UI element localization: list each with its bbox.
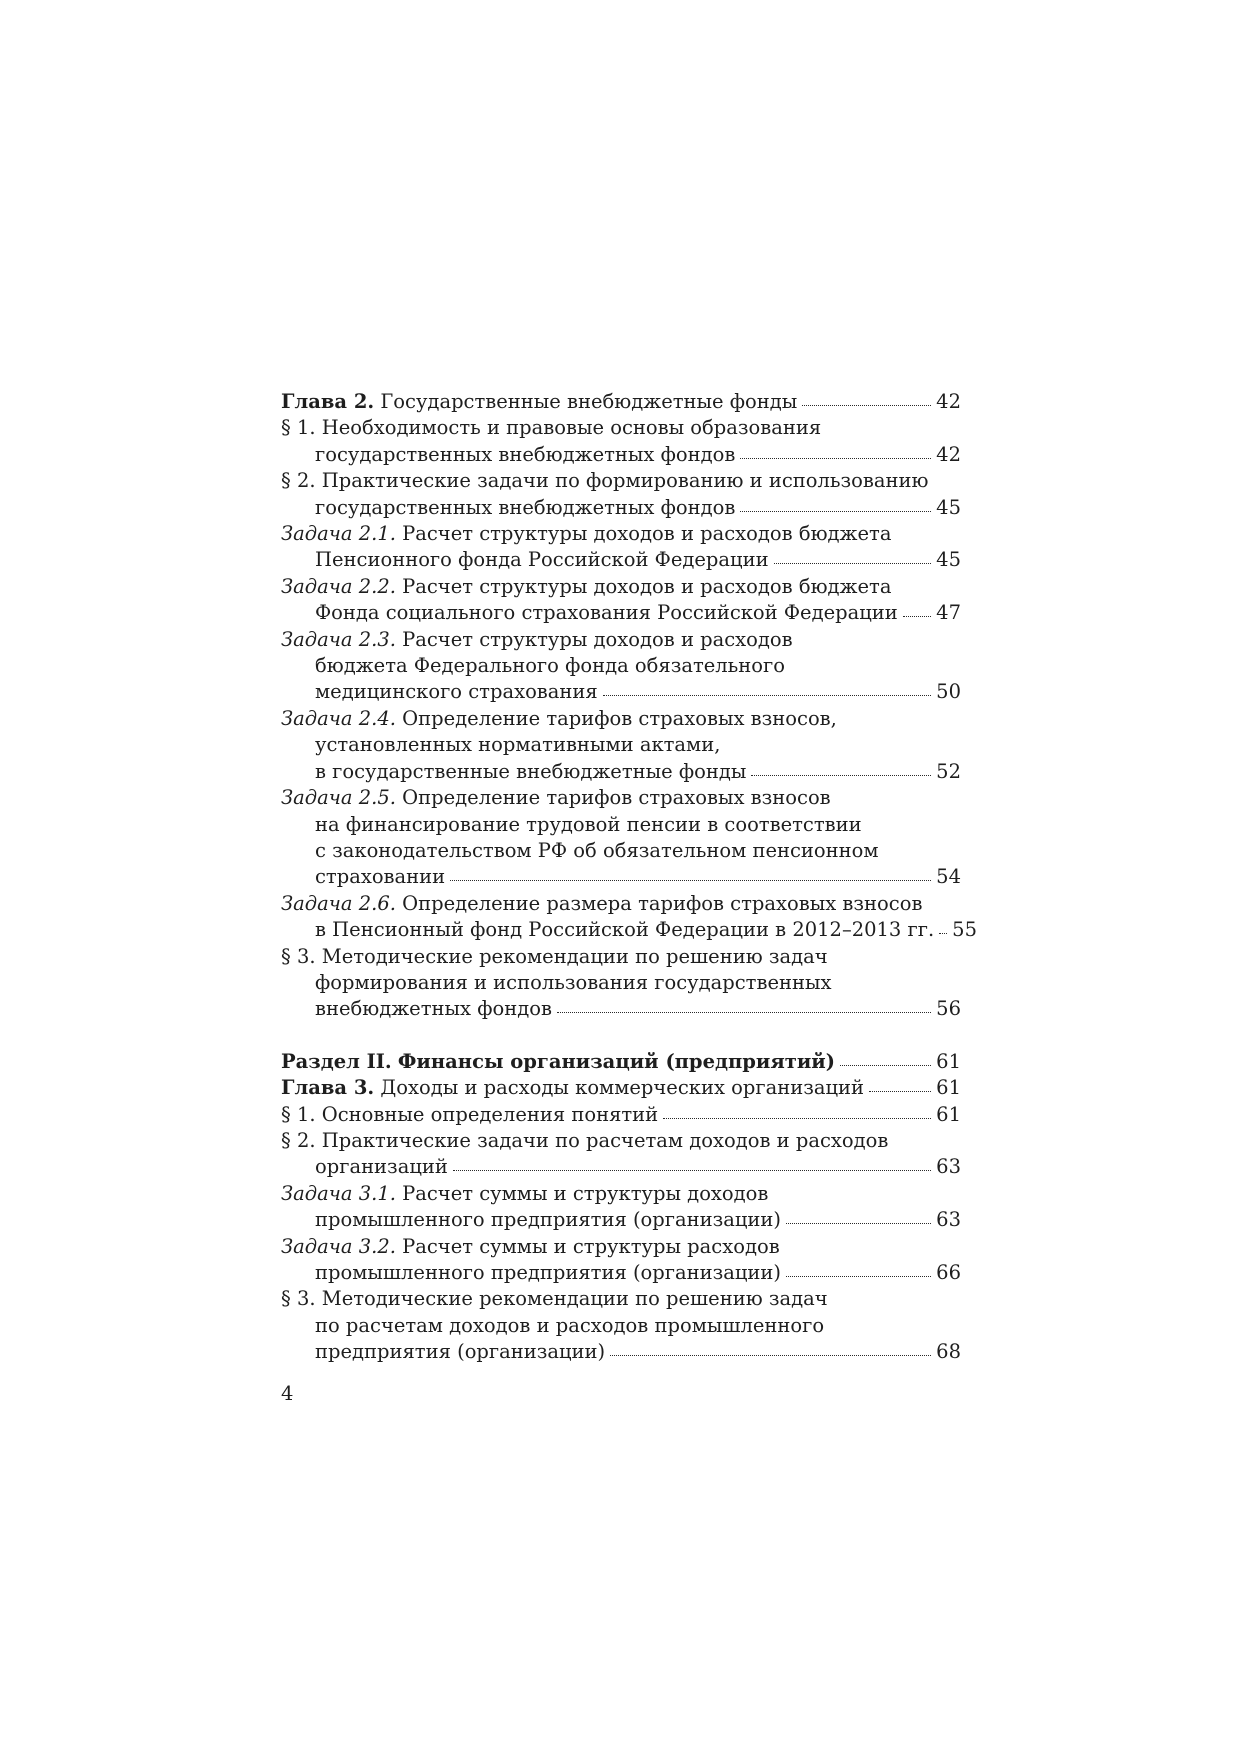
toc-entry-line — [281, 1207, 961, 1233]
toc-entry-line — [281, 1286, 961, 1312]
toc-entry[interactable] — [281, 627, 961, 706]
toc-page-number: 68 — [936, 1340, 961, 1364]
toc-entry-title: Расчет суммы и структуры расходов — [402, 1234, 780, 1258]
toc-entry-line — [281, 970, 961, 996]
toc-entry-title: Пенсионного фонда Российской Федерации — [315, 548, 769, 572]
toc-entry-title: промышленного предприятия (организации) — [315, 1208, 782, 1232]
toc-entry-title: государственных внебюджетных фондов — [315, 495, 736, 519]
toc-page-number: 61 — [936, 1076, 961, 1100]
toc-entry[interactable] — [281, 1181, 961, 1234]
toc-entry-title: § 1. Основные определения понятий — [281, 1102, 659, 1126]
toc-entry-label: Задача 3.1. — [281, 1181, 396, 1205]
toc-entry-line — [281, 785, 961, 811]
toc-entry-title: Финансы организаций (предприятий) — [397, 1049, 835, 1073]
dot-leader — [939, 933, 947, 934]
dot-leader — [663, 1118, 931, 1119]
toc-entry-line — [281, 653, 961, 679]
toc-entry-line — [281, 495, 961, 521]
toc-page-number: 56 — [936, 997, 961, 1021]
section-gap — [281, 1023, 961, 1049]
toc-entry-line — [281, 442, 961, 468]
toc-entry-line — [281, 1102, 961, 1128]
toc-entry-line — [281, 574, 961, 600]
toc-entry[interactable] — [281, 1049, 961, 1075]
toc-entry-title: § 2. Практические задачи по формированию и использованию — [281, 469, 929, 493]
toc-entry-title: страховании — [315, 865, 446, 889]
dot-leader — [450, 880, 931, 881]
dot-leader — [802, 405, 931, 406]
toc-entry-title: § 1. Необходимость и правовые основы образования — [281, 416, 822, 440]
dot-leader — [610, 1355, 931, 1356]
toc-entry-title: § 3. Методические рекомендации по решению задач — [281, 1287, 828, 1311]
toc-entry-label: Задача 2.5. — [281, 786, 396, 810]
toc-entry-title: Расчет структуры доходов и расходов бюджета — [402, 522, 892, 546]
dot-leader — [557, 1012, 931, 1013]
toc-entry[interactable] — [281, 468, 961, 521]
toc-entry-title: в Пенсионный фонд Российской Федерации в 2012–2013 гг. — [315, 918, 935, 942]
toc-entry-label: Задача 2.3. — [281, 627, 396, 651]
toc-entry-title: предприятия (организации) — [315, 1340, 606, 1364]
toc-entry-line — [281, 1154, 961, 1180]
toc-page-number: 45 — [936, 548, 961, 572]
toc-entry-title: с законодательством РФ об обязательном пенсионном — [315, 838, 879, 862]
dot-leader — [453, 1170, 931, 1171]
toc-entry-line — [281, 415, 961, 441]
toc-entry-title: Фонда социального страхования Российской Федерации — [315, 601, 898, 625]
toc-entry-line — [281, 679, 961, 705]
dot-leader — [840, 1065, 931, 1066]
toc-entry-line — [281, 838, 961, 864]
toc-entry-title: § 2. Практические задачи по расчетам доходов и расходов — [281, 1128, 889, 1152]
toc-entry-label: Задача 2.4. — [281, 706, 396, 730]
toc-entry-label: Глава 2. — [281, 390, 375, 413]
toc-entry[interactable] — [281, 1075, 961, 1101]
toc-entry-label: Раздел II. — [281, 1049, 392, 1073]
toc-entry[interactable] — [281, 574, 961, 627]
toc-entry-title: Расчет суммы и структуры доходов — [402, 1181, 769, 1205]
toc-entry[interactable] — [281, 389, 961, 415]
toc-entry-line — [281, 389, 961, 415]
dot-leader — [751, 775, 931, 776]
toc-entry-title: Определение размера тарифов страховых взносов — [402, 891, 923, 915]
toc-entry-line — [281, 1128, 961, 1154]
dot-leader — [869, 1091, 931, 1092]
toc-page-number: 63 — [936, 1208, 961, 1232]
toc-entry-line — [281, 996, 961, 1022]
toc-entry-line — [281, 1234, 961, 1260]
toc-entry[interactable] — [281, 944, 961, 1023]
dot-leader — [603, 695, 931, 696]
toc-page-number: 50 — [936, 680, 961, 704]
toc-entry-line — [281, 1313, 961, 1339]
toc-entry-line — [281, 1075, 961, 1101]
toc-entry-title: на финансирование трудовой пенсии в соответствии — [315, 812, 862, 836]
dot-leader — [774, 563, 932, 564]
toc-entry-label: Задача 2.1. — [281, 522, 396, 546]
toc-entry-title: Государственные внебюджетные фонды — [380, 390, 798, 413]
toc-entry-label: Задача 2.6. — [281, 891, 396, 915]
toc-entry[interactable] — [281, 415, 961, 468]
toc-entry-line — [281, 732, 961, 758]
toc-entry-title: в государственные внебюджетные фонды — [315, 759, 747, 783]
toc-page-number: 61 — [936, 1102, 961, 1126]
toc-entry-title: Определение тарифов страховых взносов — [402, 786, 831, 810]
toc-entry-title: § 3. Методические рекомендации по решению задач — [281, 944, 828, 968]
toc-entry-title: установленных нормативными актами, — [315, 733, 721, 757]
toc-entry-line — [281, 468, 961, 494]
toc-entry-line — [281, 1181, 961, 1207]
toc-entry[interactable] — [281, 785, 961, 891]
page-number: 4 — [281, 1382, 294, 1405]
toc-entry-line — [281, 600, 961, 626]
toc-page-number: 55 — [952, 918, 977, 942]
toc-page-number: 47 — [936, 601, 961, 625]
toc-entry-label: Задача 2.2. — [281, 574, 396, 598]
toc-entry-title: формирования и использования государственных — [315, 970, 832, 994]
dot-leader — [740, 458, 931, 459]
dot-leader — [740, 511, 931, 512]
toc-page-number: 63 — [936, 1155, 961, 1179]
toc-entry-title: промышленного предприятия (организации) — [315, 1261, 782, 1284]
toc-entry-line — [281, 547, 961, 573]
toc-page-number: 66 — [936, 1261, 961, 1284]
toc-entry-title: государственных внебюджетных фондов — [315, 442, 736, 466]
toc-entry-line — [281, 521, 961, 547]
toc-entry-line — [281, 864, 961, 890]
toc-entry-line — [281, 759, 961, 785]
toc-entry-title: по расчетам доходов и расходов промышленного — [315, 1313, 825, 1337]
toc-entry-title: Доходы и расходы коммерческих организаций — [380, 1076, 865, 1100]
dot-leader — [786, 1223, 931, 1224]
dot-leader — [903, 616, 931, 617]
dot-leader — [786, 1276, 931, 1277]
toc-page-number: 42 — [936, 442, 961, 466]
toc-page-number: 54 — [936, 865, 961, 889]
toc-entry-line — [281, 917, 977, 943]
toc-entry[interactable] — [281, 1128, 961, 1181]
toc-entry[interactable] — [281, 891, 977, 944]
toc-entry-title: Расчет структуры доходов и расходов бюджета — [402, 574, 892, 598]
toc-entry-title: бюджета Федерального фонда обязательного — [315, 654, 785, 678]
toc-page-number: 42 — [936, 390, 961, 413]
toc-entry-label: Глава 3. — [281, 1076, 375, 1100]
toc-entry[interactable] — [281, 521, 961, 574]
toc-entry-line — [281, 1260, 961, 1286]
table-of-contents — [281, 389, 977, 1366]
toc-page-number: 45 — [936, 495, 961, 519]
toc-entry-line — [281, 944, 961, 970]
toc-entry[interactable] — [281, 706, 961, 785]
toc-entry-label: Задача 3.2. — [281, 1234, 396, 1258]
toc-entry[interactable] — [281, 1286, 961, 1365]
toc-entry-title: медицинского страхования — [315, 680, 598, 704]
toc-entry[interactable] — [281, 1102, 961, 1128]
toc-entry-title: Определение тарифов страховых взносов, — [402, 706, 837, 730]
toc-entry-title: Расчет структуры доходов и расходов — [402, 627, 793, 651]
toc-entry-line — [281, 627, 961, 653]
toc-page-number: 61 — [936, 1049, 961, 1073]
toc-entry-title: внебюджетных фондов — [315, 997, 552, 1021]
toc-entry-line — [281, 1339, 961, 1365]
toc-entry[interactable] — [281, 1234, 961, 1287]
toc-page-number: 52 — [936, 759, 961, 783]
toc-entry-title: организаций — [315, 1155, 448, 1179]
toc-entry-line — [281, 1049, 961, 1075]
toc-entry-line — [281, 812, 961, 838]
toc-entry-line — [281, 706, 961, 732]
toc-entry-line — [281, 891, 961, 917]
